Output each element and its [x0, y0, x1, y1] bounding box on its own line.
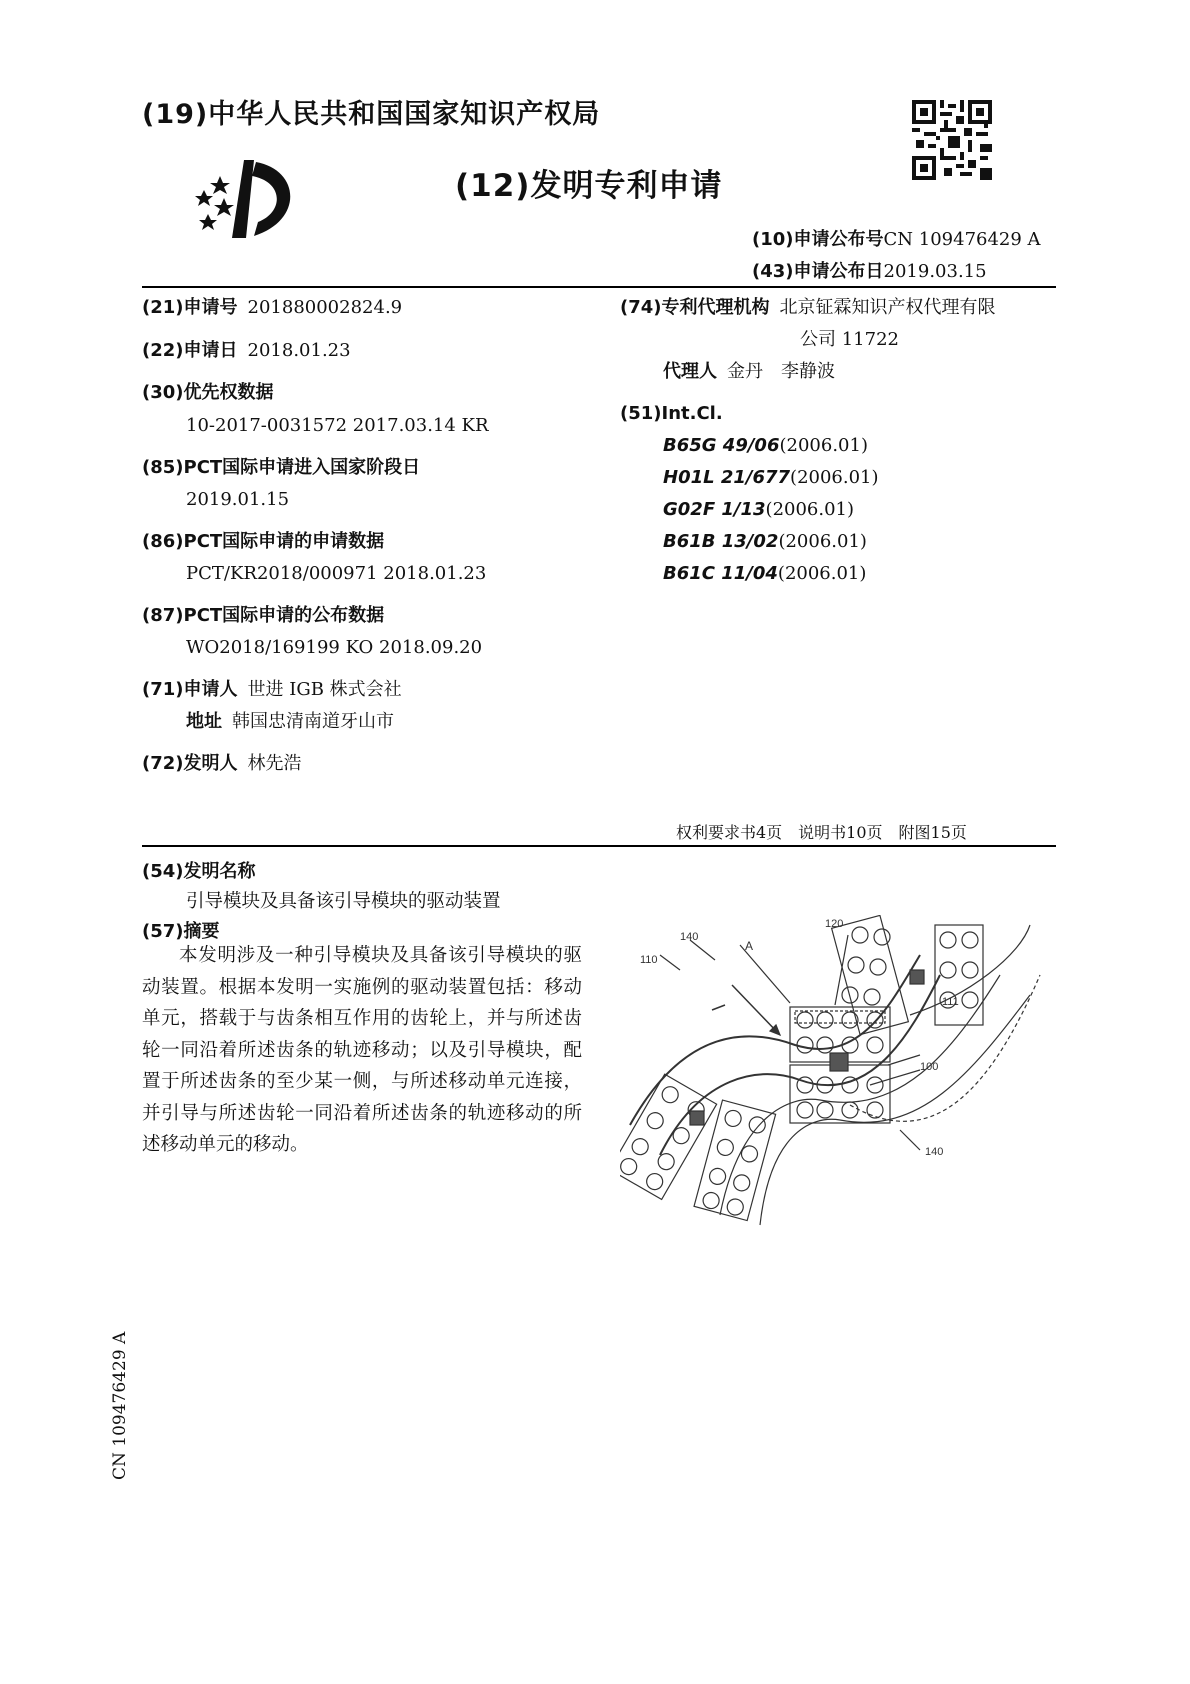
- pct-app-label-text: (86)PCT国际申请的申请数据: [142, 531, 385, 552]
- pct-pub-label: [142, 600, 384, 631]
- agency-value-line2: 公司 11722: [800, 329, 899, 350]
- figure-label-111: 111: [942, 996, 959, 1008]
- ipc-version: (2006.01): [777, 563, 867, 584]
- ipc-code: B61B 13/02: [663, 531, 779, 552]
- publication-number-value: CN 109476429 A: [883, 229, 1041, 250]
- invention-title: 引导模块及具备该引导模块的驱动装置: [186, 891, 501, 912]
- document-type: (12)发明专利申请: [455, 168, 723, 204]
- ipc-version: (2006.01): [790, 467, 879, 488]
- figure-label-100: 100: [920, 1061, 939, 1073]
- abstract-label: (57)摘要: [142, 921, 220, 942]
- pct-app-label: [142, 526, 384, 557]
- ipc-version: (2006.01): [779, 435, 868, 456]
- agent-label: 代理人: [663, 361, 717, 382]
- application-date: [142, 335, 351, 366]
- side-document-number: CN 109476429 A: [110, 1331, 130, 1480]
- applicant-label: (71)申请人: [142, 679, 238, 700]
- agent-value: 金丹 李静波: [727, 361, 835, 382]
- pct-app-value: PCT/KR2018/000971 2018.01.23: [186, 563, 487, 584]
- application-date-label: (22)申请日: [142, 340, 238, 361]
- priority-label: [142, 377, 274, 408]
- ipc-code: G02F 1/13: [663, 499, 766, 520]
- cnipa-logo: [192, 150, 312, 250]
- office-name: (19)中华人民共和国国家知识产权局: [142, 99, 601, 130]
- ipc-item: [663, 526, 867, 557]
- publication-date-value: 2019.03.15: [883, 261, 987, 282]
- figure-label-140b: 140: [925, 1146, 944, 1158]
- publication-date: [752, 256, 987, 287]
- inventor-label: (72)发明人: [142, 753, 238, 774]
- application-number-value: 201880002824.9: [247, 297, 403, 318]
- pct-pub-label-text: (87)PCT国际申请的公布数据: [142, 605, 385, 626]
- figure-label-120: 120: [825, 918, 844, 930]
- application-number-label: (21)申请号: [142, 297, 238, 318]
- applicant: [142, 674, 402, 705]
- page-counts: 权利要求书4页 说明书10页 附图15页: [676, 823, 967, 842]
- pct-entry-label-text: (85)PCT国际申请进入国家阶段日: [142, 457, 421, 478]
- pages-rule: [142, 845, 1056, 847]
- inventor-value: 林先浩: [247, 753, 302, 774]
- ipc-version: (2006.01): [778, 531, 867, 552]
- priority-label-text: (30)优先权数据: [142, 382, 274, 403]
- pct-entry-value: 2019.01.15: [186, 489, 290, 510]
- ipc-code: B61C 11/04: [663, 563, 778, 584]
- intcl-label-text: (51)Int.Cl.: [620, 403, 723, 424]
- figure-label-140: 140: [680, 931, 699, 943]
- ipc-item: [663, 494, 854, 525]
- ipc-version: (2006.01): [765, 499, 855, 520]
- agency-value-line1: 北京钲霖知识产权代理有限: [779, 297, 996, 318]
- intcl-label: [620, 398, 723, 429]
- applicant-value: 世进 IGB 株式会社: [247, 679, 402, 700]
- agency-label: (74)专利代理机构: [620, 297, 770, 318]
- agent: [663, 356, 835, 387]
- abstract-text: 本发明涉及一种引导模块及具备该引导模块的驱动装置。根据本发明一实施例的驱动装置包括：移动单元，搭载于与齿条相互作用的齿轮上，并与所述齿轮一同沿着所述齿条的轨迹移动；以及引导模块，配置于所述齿条的至少某一侧，与所述移动单元连接，并引导与所述齿轮一同沿着所述齿条的轨迹移动的所述移动单元的移动。: [142, 945, 582, 1155]
- address: [186, 706, 394, 737]
- title-label: (54)发明名称: [142, 861, 256, 882]
- patent-drawing: [620, 915, 1060, 1235]
- ipc-code: B65G 49/06: [663, 435, 780, 456]
- figure-label-110: 110: [640, 954, 658, 966]
- ipc-code: H01L 21/677: [663, 467, 791, 488]
- inventor: [142, 748, 302, 779]
- agency: [620, 292, 996, 323]
- address-value: 韩国忠清南道牙山市: [232, 711, 394, 732]
- publication-number-label: (10)申请公布号: [752, 229, 884, 250]
- figure-label-a: A: [745, 939, 754, 953]
- ipc-item: [663, 430, 868, 461]
- qr-code: [912, 100, 992, 180]
- application-date-value: 2018.01.23: [247, 340, 351, 361]
- application-number: [142, 292, 402, 323]
- ipc-item: [663, 462, 879, 493]
- pct-pub-value: WO2018/169199 KO 2018.09.20: [186, 637, 483, 658]
- pct-entry-label: [142, 452, 420, 483]
- publication-number: [752, 224, 1041, 255]
- ipc-item: [663, 558, 866, 589]
- address-label: 地址: [186, 711, 222, 732]
- header-rule: [142, 286, 1056, 288]
- publication-date-label: (43)申请公布日: [752, 261, 884, 282]
- priority-value: 10-2017-0031572 2017.03.14 KR: [186, 415, 489, 436]
